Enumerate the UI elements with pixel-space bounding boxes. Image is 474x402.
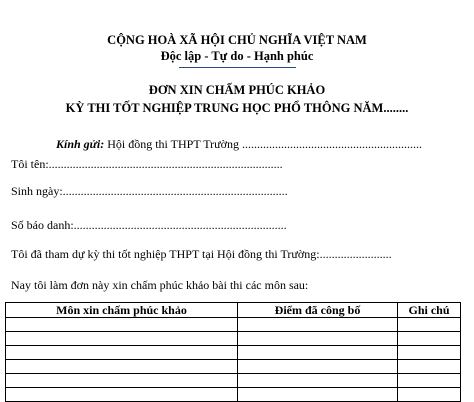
cell-notes [398,388,461,402]
review-subjects-table [5,302,461,402]
cell-subject [6,360,238,374]
cell-score [238,332,398,346]
form-subtitle: KỲ THI TỐT NGHIỆP TRUNG HỌC PHỔ THÔNG NĂM........ [65,101,409,115]
table-row [6,360,461,374]
header-announced-score: Điểm đã công bố [238,303,398,318]
addressee-line [56,137,422,152]
motto: Độc lập - Tự do - Hạnh phúc [160,49,314,63]
cell-score [238,360,398,374]
cell-notes [398,360,461,374]
addressee-label: Kính gửi: [56,137,105,151]
cell-subject [6,346,238,360]
header-subject: Môn xin chấm phúc khảo [6,303,238,318]
cell-score [238,388,398,402]
field-name: Tôi tên:.............................................................................. [11,157,283,171]
addressee-value: Hội đồng thi THPT Trường ............................................................ [104,137,422,151]
cell-notes [398,374,461,388]
form-title: ĐƠN XIN CHẤM PHÚC KHẢO [148,83,326,97]
field-exam-council: Tôi đã tham dự kỳ thi tốt nghiệp THPT tại Hội đồng thi Trường:........................ [11,247,392,261]
table-row [6,374,461,388]
table-header-row [6,303,461,318]
field-birthdate: Sinh ngày:........................................................................... [11,184,288,198]
cell-subject [6,318,238,332]
field-candidate-number: Số báo danh:....................................................................... [11,218,287,232]
cell-subject [6,374,238,388]
cell-notes [398,346,461,360]
table-row [6,332,461,346]
cell-subject [6,332,238,346]
national-title: CỘNG HOÀ XÃ HỘI CHỦ NGHĨA VIỆT NAM [107,33,367,47]
request-text: Nay tôi làm đơn này xin chấm phúc khảo bài thi các môn sau: [11,278,309,292]
header-notes: Ghi chú [398,303,461,318]
cell-notes [398,332,461,346]
cell-score [238,374,398,388]
cell-subject [6,388,238,402]
table-row [6,388,461,402]
cell-notes [398,318,461,332]
cell-score [238,318,398,332]
header-divider [179,67,296,68]
table-row [6,346,461,360]
cell-score [238,346,398,360]
table-row [6,318,461,332]
